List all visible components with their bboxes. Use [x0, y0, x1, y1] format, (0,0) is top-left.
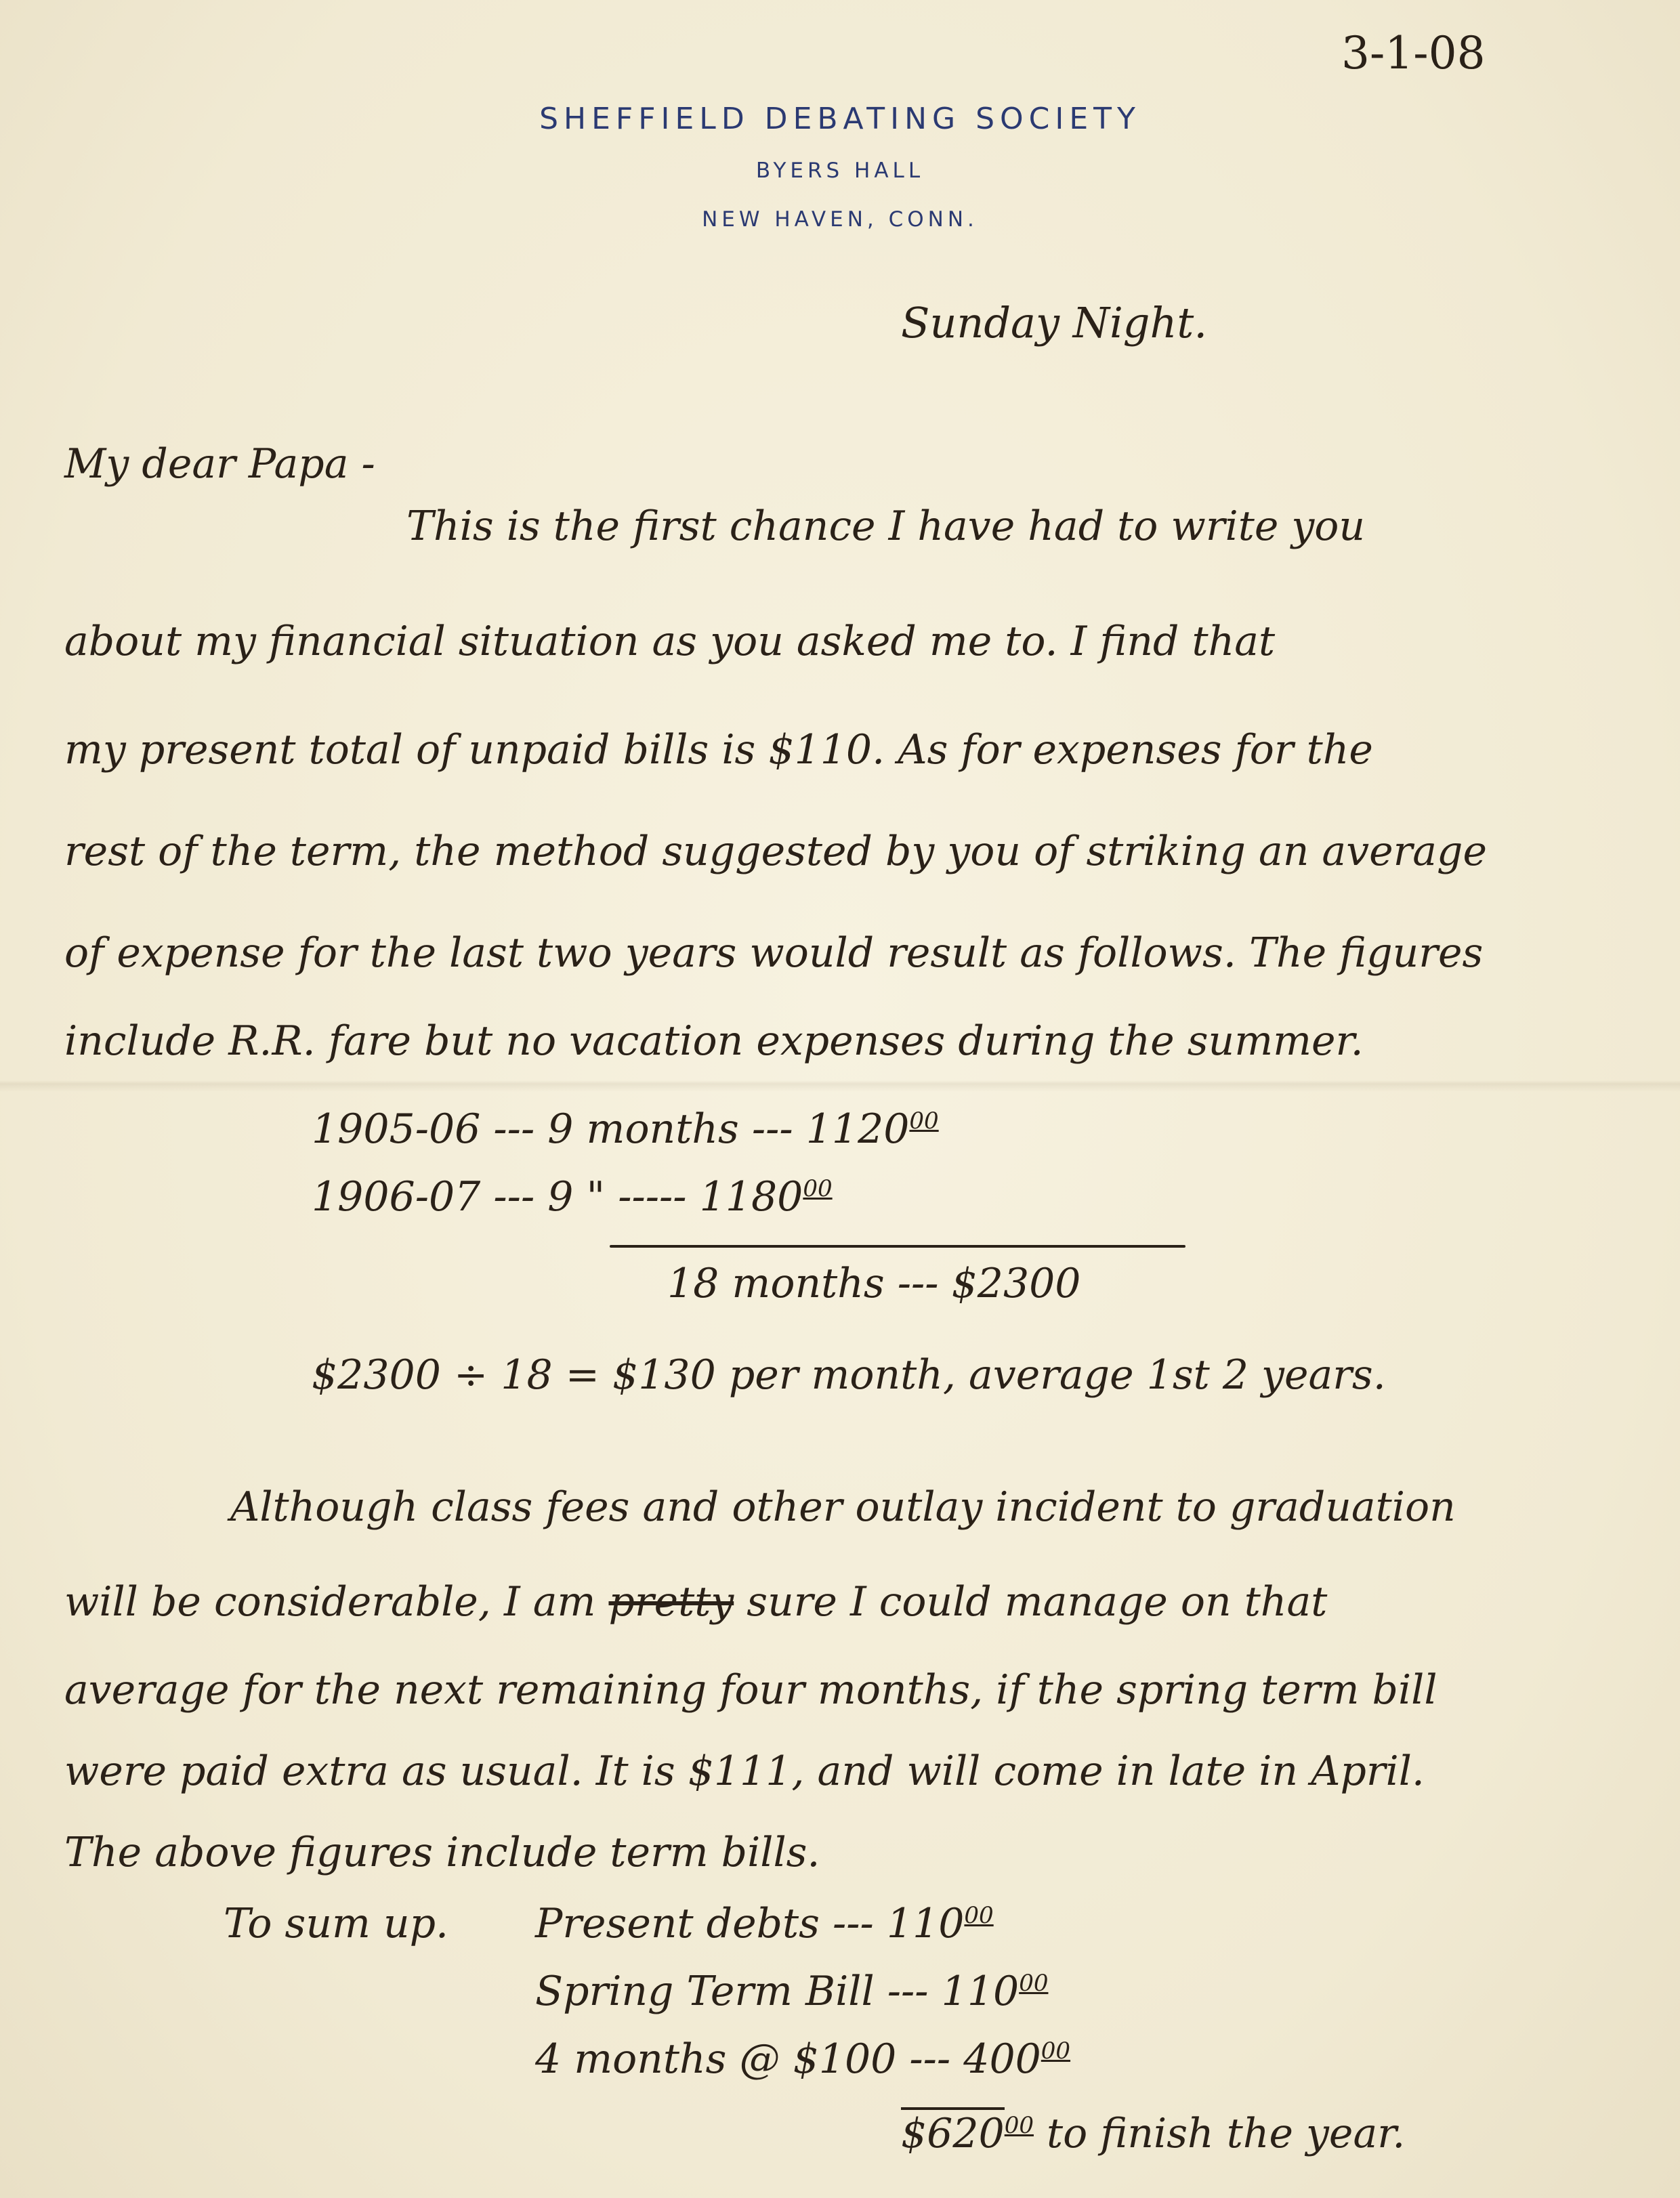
- figure-months: 9 months: [547, 1105, 739, 1153]
- figure-sep: ---: [480, 1173, 548, 1221]
- summary-sep: ---: [896, 2035, 964, 2083]
- summary-intro: To sum up.: [224, 1900, 449, 1947]
- summary-label: 4 months @ $100: [535, 2035, 897, 2083]
- summary-total: [901, 2110, 1405, 2157]
- figure-months: 9 ": [547, 1173, 606, 1221]
- struck-word: pretty: [608, 1578, 734, 1626]
- para2-line: Although class fees and other outlay incident to graduation: [230, 1483, 1456, 1531]
- summary-item: [535, 2035, 1070, 2083]
- body-line: my present total of unpaid bills is $110. As for expenses for the: [64, 726, 1373, 774]
- summary-total-amount: $620: [901, 2107, 1005, 2157]
- body-line: of expense for the last two years would result as follows. The figures: [64, 929, 1484, 977]
- figure-years: 1906-07: [312, 1173, 481, 1221]
- sum-rule: [610, 1245, 1185, 1248]
- average-line: $2300 ÷ 18 = $130 per month, average 1st 2 years.: [312, 1351, 1386, 1399]
- para2-line: average for the next remaining four months, if the spring term bill: [64, 1666, 1437, 1714]
- summary-cents: 00: [964, 1902, 994, 1929]
- body-line: This is the first chance I have had to write you: [406, 503, 1366, 550]
- summary-item: [535, 1900, 994, 1947]
- figure-amount: 1180: [699, 1173, 803, 1221]
- para2-text: will be considerable, I am: [64, 1578, 596, 1626]
- figure-row: [312, 1105, 939, 1153]
- figure-cents: 00: [803, 1175, 833, 1202]
- para2-text: sure I could manage on that: [747, 1578, 1328, 1626]
- figure-amount: 1120: [805, 1105, 910, 1153]
- summary-label: Present debts: [535, 1900, 820, 1947]
- total-label: 18 months: [667, 1260, 885, 1307]
- figure-row: [312, 1173, 833, 1221]
- summary-cents: 00: [1019, 1970, 1049, 1997]
- figure-sep: ---: [480, 1105, 548, 1153]
- figure-sep: ---: [738, 1105, 806, 1153]
- para2-line: were paid extra as usual. It is $111, and will come in late in April.: [64, 1748, 1425, 1795]
- letterhead-city: NEW HAVEN, CONN.: [702, 207, 978, 232]
- summary-total-tail: to finish the year.: [1033, 2110, 1406, 2157]
- para2-line: [64, 1578, 1327, 1626]
- body-line: rest of the term, the method suggested by you of striking an average: [64, 828, 1487, 875]
- letterhead-hall: BYERS HALL: [755, 158, 925, 183]
- summary-total-cents: 00: [1004, 2112, 1034, 2139]
- date-note: 3-1-08: [1341, 27, 1486, 79]
- summary-sep: ---: [819, 1900, 887, 1947]
- letterhead-name: SHEFFIELD DEBATING SOCIETY: [539, 102, 1141, 136]
- figure-sep: -----: [605, 1173, 700, 1221]
- summary-amount: 110: [886, 1900, 965, 1947]
- salutation: My dear Papa -: [64, 440, 375, 488]
- summary-amount: 110: [941, 1968, 1020, 2015]
- dateline: Sunday Night.: [901, 298, 1208, 347]
- summary-label: Spring Term Bill: [535, 1968, 875, 2015]
- body-line: include R.R. fare but no vacation expenses during the summer.: [64, 1017, 1364, 1065]
- para2-line: The above figures include term bills.: [64, 1829, 820, 1876]
- figure-years: 1905-06: [312, 1105, 481, 1153]
- total-sep: ---: [884, 1260, 952, 1307]
- summary-sep: ---: [874, 1968, 942, 2015]
- summary-item: [535, 1968, 1048, 2015]
- body-line: about my financial situation as you asked me to. I find that: [64, 618, 1276, 665]
- figure-cents: 00: [909, 1107, 939, 1135]
- total-amount: $2300: [951, 1260, 1081, 1307]
- summary-amount: 400: [963, 2035, 1041, 2083]
- figures-total: [667, 1260, 1080, 1307]
- summary-cents: 00: [1041, 2037, 1071, 2065]
